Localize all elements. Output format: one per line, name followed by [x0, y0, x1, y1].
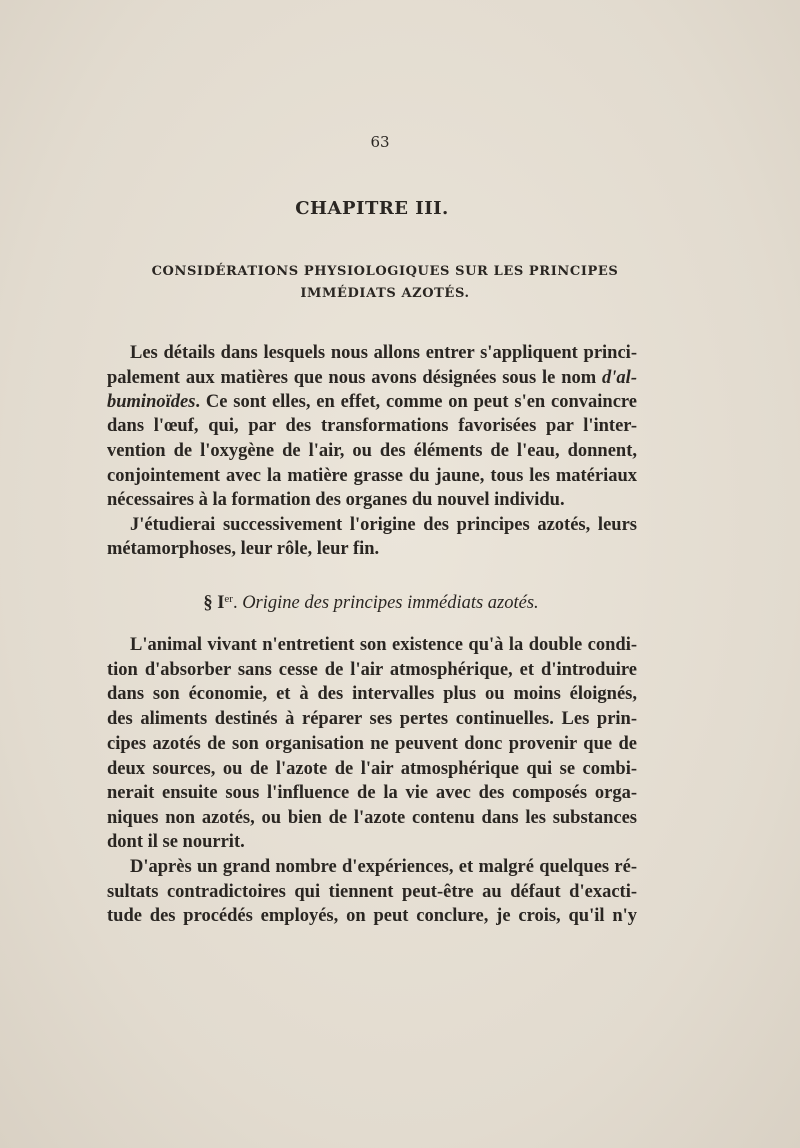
section-symbol: § I	[203, 593, 225, 613]
page-number: 63	[370, 133, 390, 151]
paragraph-3-line-5: cipes azotés de son organisation ne peuvent donc provenir que de	[107, 734, 637, 754]
paragraph-1-line-7: nécessaires à la formation des organes du nouvel individu.	[107, 490, 565, 510]
paragraph-1-line-3-text: . Ce sont elles, en effet, comme on peut s'en convaincre	[195, 392, 637, 412]
section-ordinal-sup: er	[224, 593, 233, 605]
italic-term-end: buminoïdes	[107, 392, 196, 412]
paragraph-3-line-4: des aliments destinés à réparer ses pertes continuelles. Les prin-	[107, 709, 637, 729]
chapter-title: CHAPITRE III.	[295, 198, 449, 219]
italic-term-start: d'al-	[602, 368, 637, 388]
paragraph-3-line-6: deux sources, ou de l'azote de l'air atmosphérique qui se combi-	[107, 759, 637, 779]
subsection-heading	[0, 591, 742, 615]
paragraph-1-line-2-text: palement aux matières que nous avons désignées sous le nom	[107, 368, 603, 388]
section-heading: CONSIDÉRATIONS PHYSIOLOGIQUES SUR LES PRINCIPES IMMÉDIATS AZOTÉS.	[151, 264, 619, 301]
paragraph-1-line-5: vention de l'oxygène de l'air, ou des éléments de l'eau, donnent,	[107, 441, 637, 461]
paragraph-4-line-2: sultats contradictoires qui tiennent peut-être au défaut d'exacti-	[107, 882, 637, 902]
paragraph-2-line-1: J'étudierai successivement l'origine des principes azotés, leurs	[130, 515, 637, 535]
paragraph-3-line-9: dont il se nourrit.	[107, 832, 245, 852]
paragraph-4-line-1: D'après un grand nombre d'expériences, et malgré quelques ré-	[130, 857, 637, 877]
paragraph-3-line-3: dans son économie, et à des intervalles plus ou moins éloignés,	[107, 684, 637, 704]
paragraph-1-line-3	[107, 390, 637, 414]
section-dot: .	[232, 593, 238, 613]
paragraph-3-line-8: niques non azotés, ou bien de l'azote contenu dans les substances	[107, 808, 637, 828]
paragraph-3-line-7: nerait ensuite sous l'influence de la vie avec des composés orga-	[107, 783, 637, 803]
paragraph-3-line-2: tion d'absorber sans cesse de l'air atmosphérique, et d'introduire	[107, 660, 637, 680]
paragraph-1-line-6: conjointement avec la matière grasse du jaune, tous les matériaux	[107, 466, 637, 486]
subsection-title: Origine des principes immédiats azotés.	[242, 593, 539, 613]
paragraph-1-line-1: Les détails dans lesquels nous allons entrer s'appliquent princi-	[130, 343, 637, 363]
paragraph-1-line-2	[107, 366, 637, 390]
paragraph-2-line-2: métamorphoses, leur rôle, leur fin.	[107, 539, 380, 559]
paragraph-4-line-3: tude des procédés employés, on peut conclure, je crois, qu'il n'y	[107, 906, 637, 926]
paragraph-3-line-1: L'animal vivant n'entretient son existence qu'à la double condi-	[130, 635, 637, 655]
paragraph-1-line-4: dans l'œuf, qui, par des transformations favorisées par l'inter-	[107, 416, 637, 436]
